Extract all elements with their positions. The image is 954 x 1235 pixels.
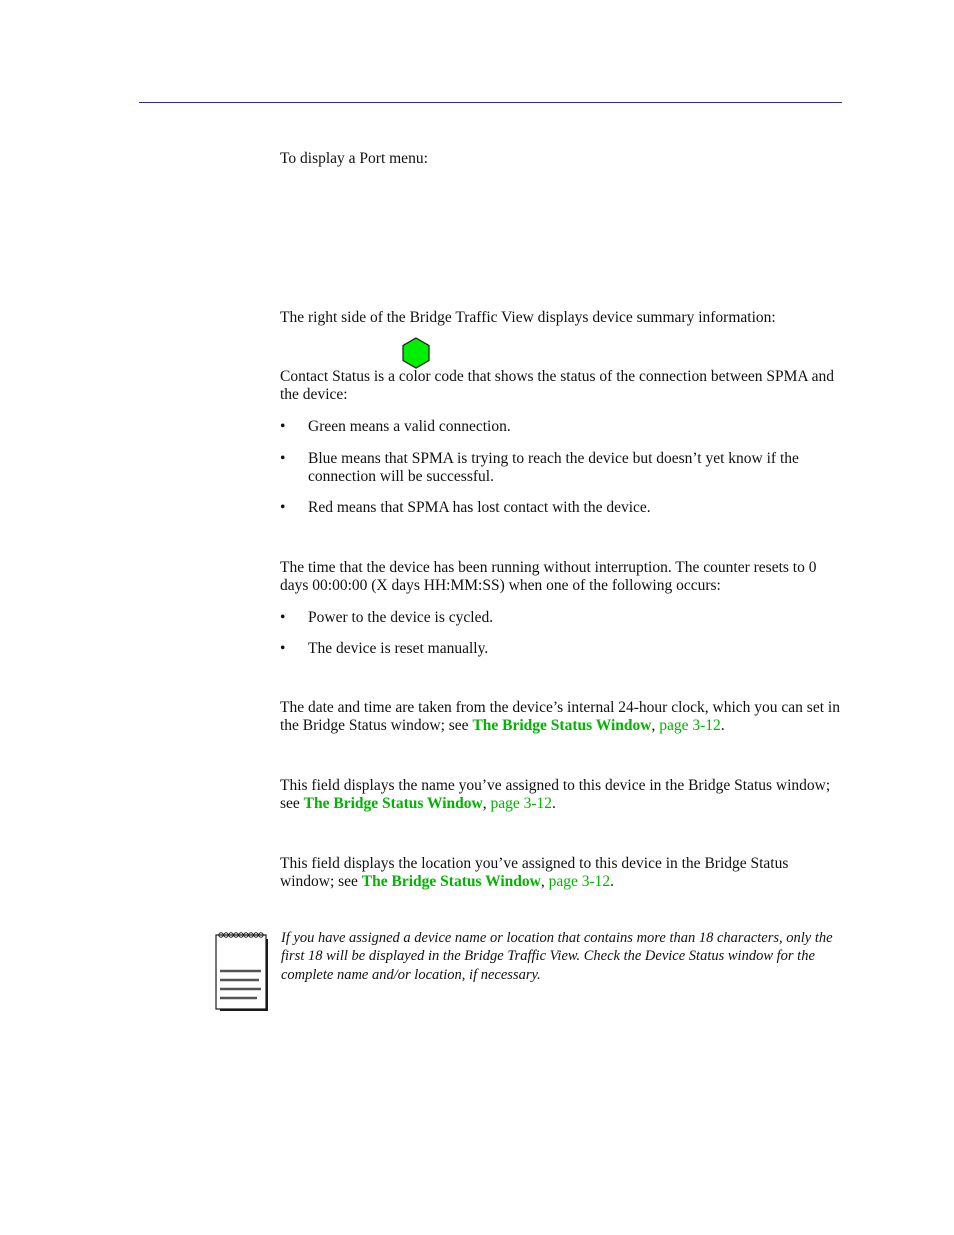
bullet-icon: • [280,450,286,467]
port-menu-intro: To display a Port menu: [280,150,428,167]
note-text: If you have assigned a device name or location that contains more than 18 characters, only the first 18 will be displayed in the Bridge Traffic View. Check the Device Status window for the complete name and/or location, if necessary. [281,930,833,983]
datetime-description: The date and time are taken from the device’s internal 24-hour clock, which you can set in the Bridge Status window; see The Bridge Status Window, page 3-12. [280,699,840,734]
bullet-icon: • [280,640,286,657]
name-description: This field displays the name you’ve assigned to this device in the Bridge Status window; see The Bridge Status Window, page 3-12. [280,777,831,812]
bullet-icon: • [280,609,286,626]
bullet-icon: • [280,499,286,516]
bullet-icon: • [280,418,286,435]
bridge-status-window-link[interactable]: The Bridge Status Window [303,795,483,812]
page-reference-link[interactable]: page 3-12 [490,795,552,812]
bridge-status-window-link[interactable]: The Bridge Status Window [361,873,541,890]
bridge-status-window-link[interactable]: The Bridge Status Window [472,717,652,734]
contact-status-hexagon-icon [400,337,432,369]
uptime-description: The time that the device has been running without interruption. The counter resets to 0 days 00:00:00 (X days HH:MM:SS) when one of the following occurs: [280,559,817,594]
summary-intro: The right side of the Bridge Traffic View displays device summary information: [280,309,776,326]
location-description: This field displays the location you’ve assigned to this device in the Bridge Status window; see The Bridge Status Window, page 3-12. [280,855,789,890]
contact-status-description: Contact Status is a color code that shows the status of the connection between SPMA and the device: [280,368,835,403]
header-rule [139,102,842,103]
notepad-icon [215,930,271,1014]
page-reference-link[interactable]: page 3-12 [659,717,721,734]
page-reference-link[interactable]: page 3-12 [548,873,611,890]
